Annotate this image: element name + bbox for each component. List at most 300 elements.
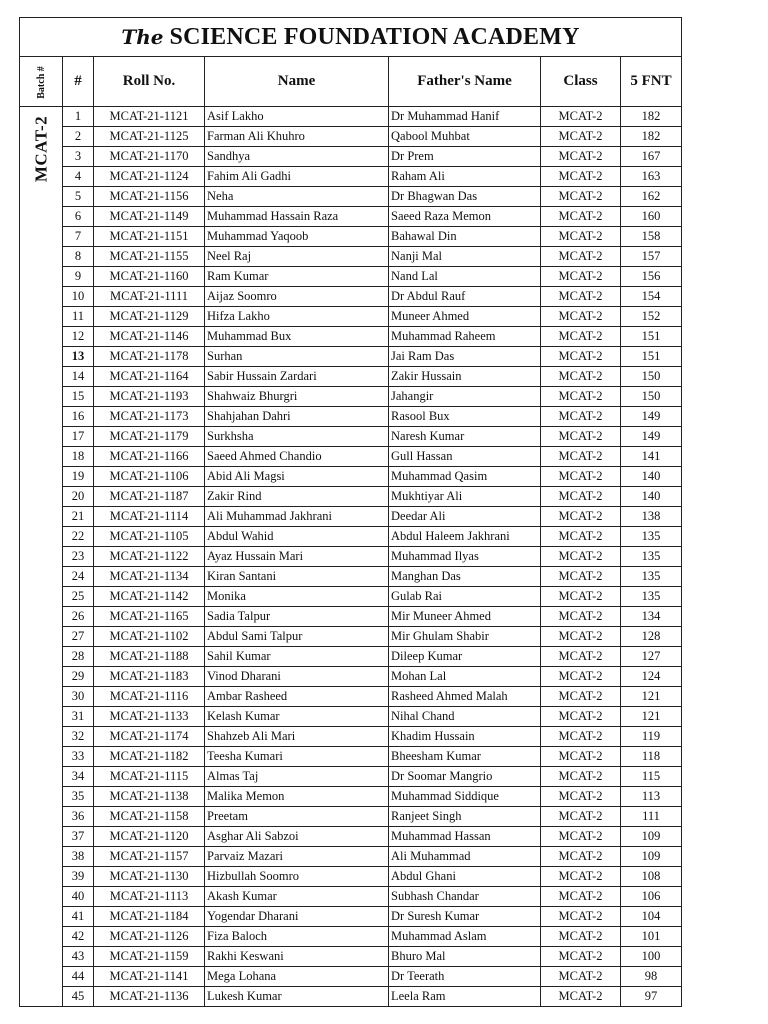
row-number: 6 — [63, 207, 94, 227]
row-number: 27 — [63, 627, 94, 647]
table-row — [20, 567, 682, 587]
score-cell: 152 — [621, 307, 682, 327]
roll-number: MCAT-21-1157 — [94, 847, 205, 867]
table-row — [20, 227, 682, 247]
table-row — [20, 507, 682, 527]
score-cell: 156 — [621, 267, 682, 287]
table-row — [20, 747, 682, 767]
class-cell: MCAT-2 — [541, 927, 621, 947]
row-number: 32 — [63, 727, 94, 747]
class-cell: MCAT-2 — [541, 147, 621, 167]
father-name: Ali Muhammad — [389, 847, 541, 867]
row-number: 44 — [63, 967, 94, 987]
father-name: Manghan Das — [389, 567, 541, 587]
row-number: 30 — [63, 687, 94, 707]
student-name: Farman Ali Khuhro — [205, 127, 389, 147]
row-number: 21 — [63, 507, 94, 527]
table-row — [20, 687, 682, 707]
roll-number: MCAT-21-1130 — [94, 867, 205, 887]
row-number: 34 — [63, 767, 94, 787]
row-number: 26 — [63, 607, 94, 627]
roll-number: MCAT-21-1129 — [94, 307, 205, 327]
father-name: Bahawal Din — [389, 227, 541, 247]
table-row — [20, 367, 682, 387]
class-cell: MCAT-2 — [541, 367, 621, 387]
row-number: 2 — [63, 127, 94, 147]
score-cell: 182 — [621, 107, 682, 127]
roll-number: MCAT-21-1111 — [94, 287, 205, 307]
table-row — [20, 927, 682, 947]
roll-number: MCAT-21-1121 — [94, 107, 205, 127]
class-cell: MCAT-2 — [541, 847, 621, 867]
header-class: Class — [541, 57, 621, 107]
student-name: Fiza Baloch — [205, 927, 389, 947]
score-cell: 115 — [621, 767, 682, 787]
row-number: 40 — [63, 887, 94, 907]
father-name: Leela Ram — [389, 987, 541, 1007]
row-number: 3 — [63, 147, 94, 167]
student-name: Saeed Ahmed Chandio — [205, 447, 389, 467]
row-number: 19 — [63, 467, 94, 487]
class-cell: MCAT-2 — [541, 227, 621, 247]
table-row — [20, 447, 682, 467]
student-name: Kelash Kumar — [205, 707, 389, 727]
student-name: Vinod Dharani — [205, 667, 389, 687]
roll-number: MCAT-21-1141 — [94, 967, 205, 987]
roll-number: MCAT-21-1155 — [94, 247, 205, 267]
class-cell: MCAT-2 — [541, 167, 621, 187]
score-cell: 98 — [621, 967, 682, 987]
student-name: Shahwaiz Bhurgri — [205, 387, 389, 407]
class-cell: MCAT-2 — [541, 427, 621, 447]
roll-number: MCAT-21-1142 — [94, 587, 205, 607]
table-row — [20, 647, 682, 667]
table-row — [20, 627, 682, 647]
student-name: Lukesh Kumar — [205, 987, 389, 1007]
score-cell: 135 — [621, 567, 682, 587]
class-cell: MCAT-2 — [541, 127, 621, 147]
class-cell: MCAT-2 — [541, 687, 621, 707]
class-cell: MCAT-2 — [541, 287, 621, 307]
father-name: Dileep Kumar — [389, 647, 541, 667]
table-row — [20, 787, 682, 807]
row-number: 38 — [63, 847, 94, 867]
table-row — [20, 387, 682, 407]
class-cell: MCAT-2 — [541, 547, 621, 567]
roll-number: MCAT-21-1126 — [94, 927, 205, 947]
student-name: Muhammad Yaqoob — [205, 227, 389, 247]
father-name: Muhammad Aslam — [389, 927, 541, 947]
roll-number: MCAT-21-1173 — [94, 407, 205, 427]
header-father: Father's Name — [389, 57, 541, 107]
roll-number: MCAT-21-1158 — [94, 807, 205, 827]
roll-number: MCAT-21-1134 — [94, 567, 205, 587]
table-row — [20, 327, 682, 347]
header-row — [20, 57, 682, 107]
score-cell: 141 — [621, 447, 682, 467]
student-name: Ali Muhammad Jakhrani — [205, 507, 389, 527]
score-cell: 149 — [621, 427, 682, 447]
class-cell: MCAT-2 — [541, 607, 621, 627]
score-cell: 104 — [621, 907, 682, 927]
score-cell: 162 — [621, 187, 682, 207]
student-name: Parvaiz Mazari — [205, 847, 389, 867]
student-name: Ayaz Hussain Mari — [205, 547, 389, 567]
student-name: Asghar Ali Sabzoi — [205, 827, 389, 847]
title-row — [20, 18, 682, 57]
roll-number: MCAT-21-1184 — [94, 907, 205, 927]
father-name: Mohan Lal — [389, 667, 541, 687]
row-number: 7 — [63, 227, 94, 247]
student-name: Surkhsha — [205, 427, 389, 447]
score-cell: 150 — [621, 387, 682, 407]
batch-label: MCAT-2 — [31, 115, 51, 183]
score-cell: 100 — [621, 947, 682, 967]
roll-number: MCAT-21-1115 — [94, 767, 205, 787]
class-cell: MCAT-2 — [541, 907, 621, 927]
class-cell: MCAT-2 — [541, 987, 621, 1007]
class-cell: MCAT-2 — [541, 267, 621, 287]
roll-number: MCAT-21-1102 — [94, 627, 205, 647]
roll-number: MCAT-21-1164 — [94, 367, 205, 387]
table-row — [20, 207, 682, 227]
class-cell: MCAT-2 — [541, 707, 621, 727]
father-name: Mir Muneer Ahmed — [389, 607, 541, 627]
student-name: Monika — [205, 587, 389, 607]
batch-cell — [20, 107, 63, 1007]
row-number: 41 — [63, 907, 94, 927]
score-cell: 109 — [621, 827, 682, 847]
father-name: Muhammad Raheem — [389, 327, 541, 347]
student-name: Sabir Hussain Zardari — [205, 367, 389, 387]
class-cell: MCAT-2 — [541, 507, 621, 527]
score-cell: 150 — [621, 367, 682, 387]
score-cell: 167 — [621, 147, 682, 167]
table-row — [20, 887, 682, 907]
row-number: 11 — [63, 307, 94, 327]
roll-number: MCAT-21-1160 — [94, 267, 205, 287]
row-number: 1 — [63, 107, 94, 127]
student-name: Neel Raj — [205, 247, 389, 267]
header-batch: Batch # — [20, 57, 63, 107]
table-row — [20, 427, 682, 447]
father-name: Nand Lal — [389, 267, 541, 287]
father-name: Muneer Ahmed — [389, 307, 541, 327]
father-name: Jahangir — [389, 387, 541, 407]
row-number: 16 — [63, 407, 94, 427]
table-row — [20, 967, 682, 987]
class-cell: MCAT-2 — [541, 107, 621, 127]
class-cell: MCAT-2 — [541, 447, 621, 467]
row-number: 29 — [63, 667, 94, 687]
student-name: Zakir Rind — [205, 487, 389, 507]
student-name: Surhan — [205, 347, 389, 367]
student-name: Abdul Sami Talpur — [205, 627, 389, 647]
father-name: Dr Muhammad Hanif — [389, 107, 541, 127]
score-cell: 151 — [621, 327, 682, 347]
roll-number: MCAT-21-1120 — [94, 827, 205, 847]
table-row — [20, 187, 682, 207]
class-cell: MCAT-2 — [541, 827, 621, 847]
score-cell: 140 — [621, 487, 682, 507]
student-name: Sahil Kumar — [205, 647, 389, 667]
class-cell: MCAT-2 — [541, 947, 621, 967]
row-number: 17 — [63, 427, 94, 447]
header-roll: Roll No. — [94, 57, 205, 107]
father-name: Rasheed Ahmed Malah — [389, 687, 541, 707]
row-number: 15 — [63, 387, 94, 407]
father-name: Muhammad Qasim — [389, 467, 541, 487]
score-cell: 106 — [621, 887, 682, 907]
father-name: Dr Bhagwan Das — [389, 187, 541, 207]
table-body — [20, 107, 682, 1007]
roll-number: MCAT-21-1116 — [94, 687, 205, 707]
row-number: 39 — [63, 867, 94, 887]
student-name: Ram Kumar — [205, 267, 389, 287]
student-name: Almas Taj — [205, 767, 389, 787]
class-cell: MCAT-2 — [541, 567, 621, 587]
father-name: Dr Abdul Rauf — [389, 287, 541, 307]
father-name: Jai Ram Das — [389, 347, 541, 367]
score-cell: 111 — [621, 807, 682, 827]
father-name: Muhammad Siddique — [389, 787, 541, 807]
father-name: Naresh Kumar — [389, 427, 541, 447]
student-name: Sandhya — [205, 147, 389, 167]
row-number: 25 — [63, 587, 94, 607]
roll-number: MCAT-21-1114 — [94, 507, 205, 527]
table-row — [20, 667, 682, 687]
table-row — [20, 727, 682, 747]
roll-number: MCAT-21-1156 — [94, 187, 205, 207]
score-cell: 101 — [621, 927, 682, 947]
father-name: Rasool Bux — [389, 407, 541, 427]
student-name: Hizbullah Soomro — [205, 867, 389, 887]
student-name: Rakhi Keswani — [205, 947, 389, 967]
score-cell: 135 — [621, 527, 682, 547]
father-name: Mir Ghulam Shabir — [389, 627, 541, 647]
table-row — [20, 707, 682, 727]
roll-number: MCAT-21-1149 — [94, 207, 205, 227]
roll-number: MCAT-21-1125 — [94, 127, 205, 147]
class-cell: MCAT-2 — [541, 527, 621, 547]
row-number: 31 — [63, 707, 94, 727]
title-prefix: The — [121, 24, 164, 49]
class-cell: MCAT-2 — [541, 307, 621, 327]
table-row — [20, 847, 682, 867]
student-name: Hifza Lakho — [205, 307, 389, 327]
roll-number: MCAT-21-1193 — [94, 387, 205, 407]
class-cell: MCAT-2 — [541, 187, 621, 207]
header-name: Name — [205, 57, 389, 107]
table-row — [20, 547, 682, 567]
roll-number: MCAT-21-1113 — [94, 887, 205, 907]
roll-number: MCAT-21-1182 — [94, 747, 205, 767]
roll-number: MCAT-21-1166 — [94, 447, 205, 467]
class-cell: MCAT-2 — [541, 727, 621, 747]
father-name: Muhammad Ilyas — [389, 547, 541, 567]
row-number: 8 — [63, 247, 94, 267]
student-name: Malika Memon — [205, 787, 389, 807]
class-cell: MCAT-2 — [541, 487, 621, 507]
class-cell: MCAT-2 — [541, 467, 621, 487]
table-row — [20, 767, 682, 787]
row-number: 9 — [63, 267, 94, 287]
score-cell: 157 — [621, 247, 682, 267]
class-cell: MCAT-2 — [541, 767, 621, 787]
class-cell: MCAT-2 — [541, 747, 621, 767]
row-number: 18 — [63, 447, 94, 467]
table-row — [20, 947, 682, 967]
student-name: Sadia Talpur — [205, 607, 389, 627]
score-cell: 124 — [621, 667, 682, 687]
score-cell: 119 — [621, 727, 682, 747]
table-row — [20, 607, 682, 627]
roll-number: MCAT-21-1105 — [94, 527, 205, 547]
roll-number: MCAT-21-1178 — [94, 347, 205, 367]
table-row — [20, 267, 682, 287]
row-number: 45 — [63, 987, 94, 1007]
student-name: Ambar Rasheed — [205, 687, 389, 707]
father-name: Raham Ali — [389, 167, 541, 187]
student-name: Shahjahan Dahri — [205, 407, 389, 427]
row-number: 13 — [63, 347, 94, 367]
father-name: Muhammad Hassan — [389, 827, 541, 847]
father-name: Saeed Raza Memon — [389, 207, 541, 227]
class-cell: MCAT-2 — [541, 967, 621, 987]
table-row — [20, 347, 682, 367]
table-row — [20, 407, 682, 427]
row-number: 12 — [63, 327, 94, 347]
row-number: 35 — [63, 787, 94, 807]
class-cell: MCAT-2 — [541, 667, 621, 687]
roll-number: MCAT-21-1138 — [94, 787, 205, 807]
score-cell: 138 — [621, 507, 682, 527]
title-main: SCIENCE FOUNDATION ACADEMY — [169, 23, 580, 50]
score-cell: 149 — [621, 407, 682, 427]
student-name: Kiran Santani — [205, 567, 389, 587]
table-row — [20, 247, 682, 267]
table-row — [20, 487, 682, 507]
table-row — [20, 987, 682, 1007]
student-name: Yogendar Dharani — [205, 907, 389, 927]
score-cell: 160 — [621, 207, 682, 227]
father-name: Ranjeet Singh — [389, 807, 541, 827]
roll-number: MCAT-21-1179 — [94, 427, 205, 447]
class-cell: MCAT-2 — [541, 587, 621, 607]
father-name: Dr Suresh Kumar — [389, 907, 541, 927]
row-number: 23 — [63, 547, 94, 567]
table-row — [20, 107, 682, 127]
roll-number: MCAT-21-1151 — [94, 227, 205, 247]
table-row — [20, 167, 682, 187]
academy-title — [20, 18, 682, 57]
father-name: Bhuro Mal — [389, 947, 541, 967]
score-cell: 128 — [621, 627, 682, 647]
score-cell: 127 — [621, 647, 682, 667]
father-name: Subhash Chandar — [389, 887, 541, 907]
class-cell: MCAT-2 — [541, 647, 621, 667]
table-row — [20, 587, 682, 607]
roll-number: MCAT-21-1133 — [94, 707, 205, 727]
score-cell: 109 — [621, 847, 682, 867]
score-cell: 163 — [621, 167, 682, 187]
father-name: Dr Teerath — [389, 967, 541, 987]
student-name: Abdul Wahid — [205, 527, 389, 547]
row-number: 24 — [63, 567, 94, 587]
header-num: # — [63, 57, 94, 107]
results-table — [19, 17, 682, 1007]
row-number: 43 — [63, 947, 94, 967]
roll-number: MCAT-21-1159 — [94, 947, 205, 967]
roll-number: MCAT-21-1122 — [94, 547, 205, 567]
score-cell: 134 — [621, 607, 682, 627]
class-cell: MCAT-2 — [541, 787, 621, 807]
row-number: 4 — [63, 167, 94, 187]
row-number: 33 — [63, 747, 94, 767]
row-number: 20 — [63, 487, 94, 507]
table-row — [20, 827, 682, 847]
table-row — [20, 287, 682, 307]
score-cell: 113 — [621, 787, 682, 807]
class-cell: MCAT-2 — [541, 627, 621, 647]
row-number: 14 — [63, 367, 94, 387]
row-number: 36 — [63, 807, 94, 827]
score-cell: 108 — [621, 867, 682, 887]
class-cell: MCAT-2 — [541, 867, 621, 887]
father-name: Abdul Haleem Jakhrani — [389, 527, 541, 547]
roll-number: MCAT-21-1146 — [94, 327, 205, 347]
class-cell: MCAT-2 — [541, 347, 621, 367]
class-cell: MCAT-2 — [541, 887, 621, 907]
results-sheet — [19, 17, 681, 1007]
student-name: Mega Lohana — [205, 967, 389, 987]
row-number: 10 — [63, 287, 94, 307]
class-cell: MCAT-2 — [541, 327, 621, 347]
table-row — [20, 527, 682, 547]
table-row — [20, 467, 682, 487]
table-row — [20, 907, 682, 927]
table-row — [20, 307, 682, 327]
father-name: Nanji Mal — [389, 247, 541, 267]
father-name: Bheesham Kumar — [389, 747, 541, 767]
score-cell: 154 — [621, 287, 682, 307]
father-name: Zakir Hussain — [389, 367, 541, 387]
score-cell: 151 — [621, 347, 682, 367]
roll-number: MCAT-21-1187 — [94, 487, 205, 507]
student-name: Teesha Kumari — [205, 747, 389, 767]
father-name: Dr Prem — [389, 147, 541, 167]
score-cell: 140 — [621, 467, 682, 487]
score-cell: 135 — [621, 587, 682, 607]
score-cell: 97 — [621, 987, 682, 1007]
score-cell: 121 — [621, 707, 682, 727]
table-row — [20, 127, 682, 147]
table-row — [20, 867, 682, 887]
father-name: Gull Hassan — [389, 447, 541, 467]
student-name: Shahzeb Ali Mari — [205, 727, 389, 747]
father-name: Nihal Chand — [389, 707, 541, 727]
class-cell: MCAT-2 — [541, 407, 621, 427]
score-cell: 158 — [621, 227, 682, 247]
student-name: Asif Lakho — [205, 107, 389, 127]
student-name: Abid Ali Magsi — [205, 467, 389, 487]
father-name: Deedar Ali — [389, 507, 541, 527]
student-name: Fahim Ali Gadhi — [205, 167, 389, 187]
score-cell: 121 — [621, 687, 682, 707]
student-name: Akash Kumar — [205, 887, 389, 907]
father-name: Dr Soomar Mangrio — [389, 767, 541, 787]
row-number: 42 — [63, 927, 94, 947]
